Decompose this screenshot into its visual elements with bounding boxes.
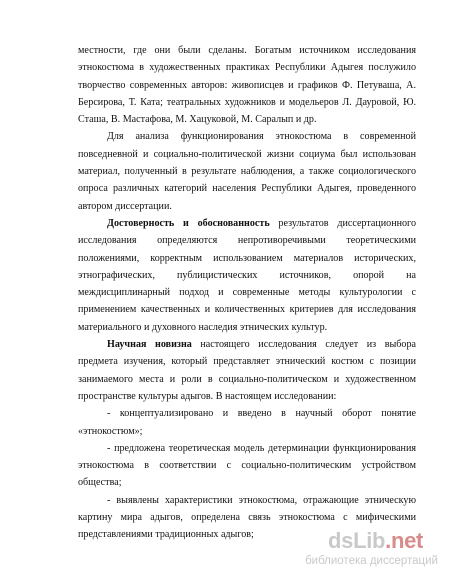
paragraph-sources: местности, где они были сделаны. Богатым источником исследования этнокостюма в художественных практиках Республики Адыгея послужило творчество современных авторов: живописцев и графиков Ф. Петуваша, А. Берсирова, Т. Ката; театральных художников и модельеров Л. Дауровой, Ю. Сташа, В. Мастафова, М. Хацуковой, М. Саралып и др. xyxy=(78,45,416,126)
reliability-heading: Достоверность и обоснованность xyxy=(107,217,270,229)
document-page xyxy=(78,42,416,544)
site-watermark xyxy=(298,528,438,574)
list-item-characteristics: - выявлены характеристики этнокостюма, отражающие этническую картину мира адыгов, определена связь этнокостюма с мифическими представлениями традиционных адыгов; xyxy=(78,494,416,541)
reliability-text: результатов диссертационного исследования определяются непротиворечивыми теоретическими положениями, корректным использованием материалов исторических, этнографических, публицистических источников, опорой на междисциплинарный подход и современные методы культурологии с применением качественных и количественных критериев для исследования материального и духовного наследия этнических культур. xyxy=(78,217,416,333)
paragraph-novelty xyxy=(78,336,416,405)
list-item-concept: - концептуализировано и введено в научный оборот понятие «этнокостюм»; xyxy=(78,408,416,437)
novelty-heading: Научная новизна xyxy=(107,339,192,351)
paragraph-reliability xyxy=(78,215,416,336)
list-item-model: - предложена теоретическая модель детерминации функционирования этнокостюма в соответствии с социально-политическим устройством общества; xyxy=(78,442,416,489)
novelty-text: настоящего исследования следует из выбора предмета изучения, который представляет этнический костюм с позиции занимаемого места и роли в социально-политическом и художественном пространстве культуры адыгов. В настоящем исследовании: xyxy=(78,339,416,402)
watermark-logo: dsLib.net xyxy=(328,528,424,553)
watermark-subtitle: библиотека диссертаций xyxy=(305,555,438,567)
paragraph-analysis: Для анализа функционирования этнокостюма в современной повседневной и социально-политической жизни социума был использован материал, полученный в результате наблюдения, а также социологического опроса различных категорий населения Республики Адыгея, проведенного автором диссертации. xyxy=(78,131,416,212)
